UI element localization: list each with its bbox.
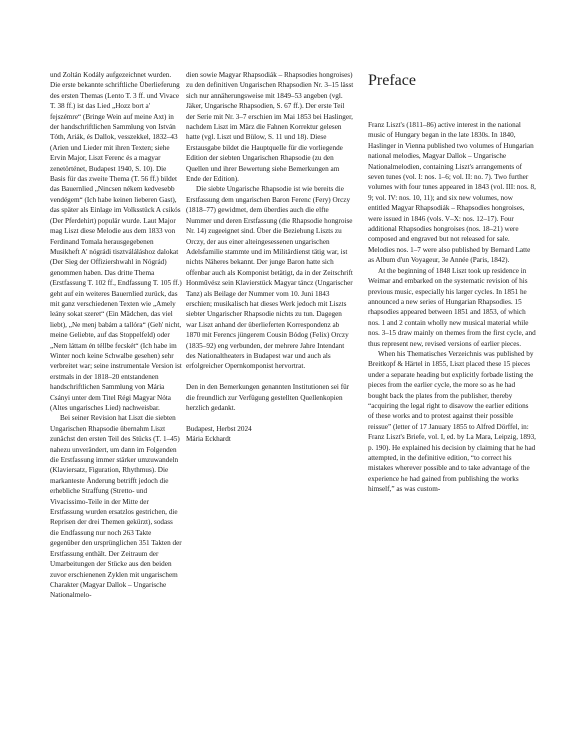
paragraph: dien sowie Magyar Rhapsodiák – Rhapsodies hongroises) zu den definitiven Ungarischen Rhapsodien Nr. 3–15 lässt sich nur annäherungsweise mit 1849–53 angeben (vgl. Jäker, Ungarische Rhapsodien, S. 67 ff.). Der erste Teil der Serie mit Nr. 3–7 erschien im Mai 1853 bei Haslinger, nachdem Liszt im März die Fahnen Korrektur gelesen hatte (vgl. Liszt und Bülow, S. 11 und 18). Diese Erstausgabe bildet die Hauptquelle für die vorliegende Edition der siebten Ungarischen Rhapsodie (zu den Quellen und ihrer Bewertung siehe Bemerkungen am Ende der Edition). [186, 71, 354, 184]
german-text-column-left [50, 70, 182, 601]
paragraph: Den in den Bemerkungen genannten Institutionen sei für die freundlich zur Verfügung gestellten Quellenkopien herzlich gedankt. [186, 383, 350, 412]
author-name: Mária Eckhardt [186, 435, 231, 444]
english-text-column-right [368, 120, 536, 495]
page-title: Preface [368, 72, 416, 89]
paragraph: Die siebte Ungarische Rhapsodie ist wie bereits die Erstfassung dem ungarischen Baron Ferenc (Fery) Orczy (1818–77) gewidmet, dem überdies auch die elfte Nummer und deren Erstfassung (die Rhapsodie hongroise Nr. 14) zugeeignet sind. Über die Beziehung Liszts zu Orczy, der aus einer alteingesessenen ungarischen Adelsfamilie stammte und im Militärdienst tätig war, ist nichts Näheres bekannt. Der junge Baron hatte sich offenbar auch als Komponist betätigt, da in der Zeitschrift Honművész sein Klavierstück Magyar táncz (Ungarischer Tanz) als Beilage der Nummer vom 10. Juni 1843 erschien; musikalisch hat dieses Werk jedoch mit Liszts siebter Ungarischer Rhapsodie nichts zu tun. Dagegen war Liszt anhand der überlieferten Korrespondenz ab 1870 mit Ferencs jüngerem Cousin Bódog (Felix) Orczy (1835–92) eng verbunden, der mehrere Jahre Intendant des Nationaltheaters in Budapest war und auch als erfolgreicher Opernkomponist hervortrat. [186, 185, 353, 371]
paragraph: Bei seiner Revision hat Liszt die siebten Ungarischen Rhapsodie übernahm Liszt zunächst den ersten Teil des Stücks (T. 1–45) nahezu unverändert, um dann im Folgenden die Erstfassung immer stärker umzuwandeln (Klaviersatz, Figuration, Rhythmus). Die markanteste Änderung betrifft jedoch die erhebliche Straffung (Stretto- und Vivacissimo-Teile in der Mitte der Erstfassung wurden ersatzlos gestrichen, die Reprisen der drei Themen gekürzt), sodass die Endfassung nur noch 263 Takte gegenüber den ursprünglichen 351 Takten der Erstfassung enthält. Der Zeitraum der Umarbeitungen der Stücke aus den beiden zuvor erschienenen Zyklen mit ungarischem Charakter (Magyar Dallok – Ungarische Nationalmelo- [50, 414, 182, 600]
paragraph: When his Thematisches Verzeichnis was published by Breitkopf & Härtel in 1855, Liszt placed these 15 pieces under a separate heading but explicitly forbade listing the pieces from the earlier cycle, the more so as he had bought back the plates from the publisher, thereby “acquiring the legal right to disavow the earlier editions of these works and to protest against their possible reissue” (letter of 17 January 1855 to Alfred Dörffel, in: Franz Liszt's Briefe, vol. I, ed. by La Mara, Leipzig, 1893, p. 190). He explained his decision by claiming that he had attempted, in the definitive edition, “to correct his mistakes wherever possible and to take advantage of the experience he had gained from publishing the works himself,” as was custom- [368, 349, 536, 494]
paragraph: Franz Liszt's (1811–86) active interest in the national music of Hungary began in the late 1830s. In 1840, Haslinger in Vienna published two volumes of Hungarian national melodies, Magyar Dallok – Ungarische Nationalmelodien, containing Liszt's arrangements of seven tunes (vol. I: nos. 1–6; vol. II: no. 7). Two further volumes with four tunes appeared in 1843 (vol. III: nos. 8, 9; vol. IV: nos. 10, 11); and six new volumes, now entitled Magyar Rhapsodiák – Rhapsodies hongroises, were issued in 1846 (vols. V–X: nos. 12–17). Four additional Rhapsodies hongroises (nos. 18–21) were composed and engraved but not released for sale. Melodies nos. 1–7 were also published by Bernard Latte as Album d'un Voyageur, 3e Année (Paris, 1842). [368, 121, 536, 265]
german-text-column-middle [186, 70, 354, 445]
paragraph: At the beginning of 1848 Liszt took up residence in Weimar and embarked on the systematic revision of his previous music, especially his larger cycles. In 1851 he announced a new series of Hungarian Rhapsodies. 15 rhapsodies appeared between 1851 and 1853, of which nos. 1 and 2 contain wholly new musical material while nos. 3–15 draw mainly on themes from the first cycle, and thus represent new, revised versions of earlier pieces. [368, 266, 536, 348]
signature-block [186, 424, 354, 445]
paragraph: und Zoltán Kodály aufgezeichnet wurden. Die erste bekannte schriftliche Überlieferung des ersten Themas (Lento T. 3 ff. und Vivace T. 38 ff.) ist das Lied „Hozz bort a' fejszémre“ (Bringe Wein auf meine Axt) in der handschriftlichen Sammlung von István Tóth, Ariák, és Dallok, vesszekkel, 1832–43 (Arien und Lieder mit ihren Texten; siehe Ervin Major, Liszt Ferenc és a magyar zenetörténet, Budapest 1940, S. 10). Die Basis für das zweite Thema (T. 56 ff.) bildet das Bauernlied „Nincsen nékem kedvesebb vendégem“ (Ich habe keinen lieberen Gast), das später als Einlage im Volksstück A csikós (Der Pferdehirt) populär wurde. Laut Major mag Liszt diese Melodie aus dem 1833 von Ferdinand Tomala herausgegebenen Musikheft A' nógrádi tisztváláláshoz dalokat (Der Sieg der Offiziershwahl in Nógrád) genommen haben. Das dritte Thema (Erstfassung T. 102 ff., Endfassung T. 105 ff.) geht auf ein weiteres Bauernlied zurück, das mit ganz verschiedenen Texten wie „Amely leány sokat szeret“ (Ein Mädchen, das viel liebt), „Ne menj babám a tallóra“ (Geh' nicht, meine Geliebte, auf das Stoppelfeld) oder „Nem láttam én téllbe fecskét“ (Ich habe im Winter noch keine Schwalbe gesehen) sehr verbreitet war; seine instrumentale Version ist erstmals in der 1818–20 entstandenen handschriftlichen Sammlung von Mária Csányi unter dem Titel Régi Magyar Nóta (Altes ungarisches Lied) nachweisbar. [50, 71, 182, 412]
place-date: Budapest, Herbst 2024 [186, 424, 252, 433]
